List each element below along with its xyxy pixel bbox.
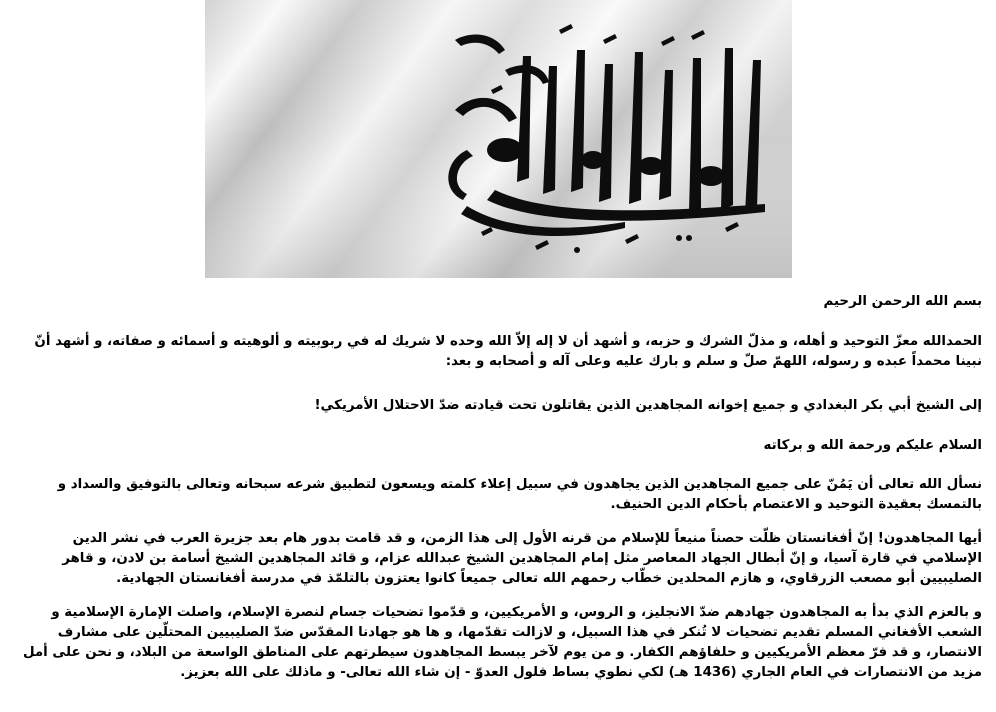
greeting-line: السلام عليكم ورحمة الله و بركاته [763,438,982,453]
addressee-line: إلى الشيخ أبي بكر البغدادي و جميع إخوانه المجاهدين الذين يقاتلون تحت قيادته ضدّ الاحتلال الأمريكي! [314,398,982,413]
basmala-line: بسم الله الرحمن الرحيم [823,294,982,309]
history-paragraph: أيها المجاهدون! إنّ أفغانستان ظلّت حصناً منيعاً للإسلام من قرنه الأول إلى هذا الزمن، و قد قامت بدور هام بعد جزيرة العرب في نشر الدين الإسلامي في قارة آسيا، و إنّ أبطال الجهاد المعاصر مثل إمام المجاهدين الشيخ عبدالله عزام، و قائد المجاهدين الشيخ أسامة بن لادن، و قاهر الصليبيين أبو مصعب الزرقاوي، و هازم المحلدين خطّاب رحمهم الله تعالى جميعاً كانوا يعتزون بالتلمّذ في مدرسة أفغانستان الجهادية. [62,531,982,586]
resolve-paragraph: و بالعزم الذي بدأ به المجاهدون جهادهم ضدّ الانجليز، و الروس، و الأمريكيين، و قدّموا تضحيات جسام لنصرة الإسلام، واصلت الإمارة الإسلامية و الشعب الأفغاني المسلم تقديم تضحيات لا تُنكر في هذا السبيل، و لازالت تقدّمها، و ها هو جهادنا المقدّس ضدّ الصليبيين المحتلّين على مشارف الانتصار، و قد فرّ معظم الأمريكيين و حلفاؤهم الكفار. و من يوم لآخر يبسط المجاهدون سيطرتهم على المناطق الواسعة من البلاد، و نحن على أمل مزيد من الانتصارات في العام الجاري (1436 هـ) لكي نطوي بساط فلول العدوّ - إن شاء الله تعالى- و ماذلك على الله بعزيز. [22,605,982,680]
opening-praise-paragraph: الحمدالله معزّ التوحيد و أهله، و مذلّ الشرك و حزبه، و أشهد أن لا إله إلاّ الله وحده لا شريك له في ربوبيته و ألوهيته و أسمائه و صفاته، و أشهد أنّ نبينا محمداً عبده و رسوله، اللهمّ صلّ و سلم و بارك عليه وعلى آله و أصحابه و بعد: [34,334,982,369]
supplication-paragraph: نسأل الله تعالى أن يَمُنّ على جميع المجاهدين الذين يجاهدون في سبيل إعلاء كلمته ويسعون لتطبيق شرعه سبحانه وتعالى بالتوفيق والسداد و بالتمسك بعقيدة التوحيد و الاعتصام بأحكام الدين الحنيف. [57,477,982,512]
flag-graphic [205,0,792,278]
flag-banner-image [205,0,792,278]
